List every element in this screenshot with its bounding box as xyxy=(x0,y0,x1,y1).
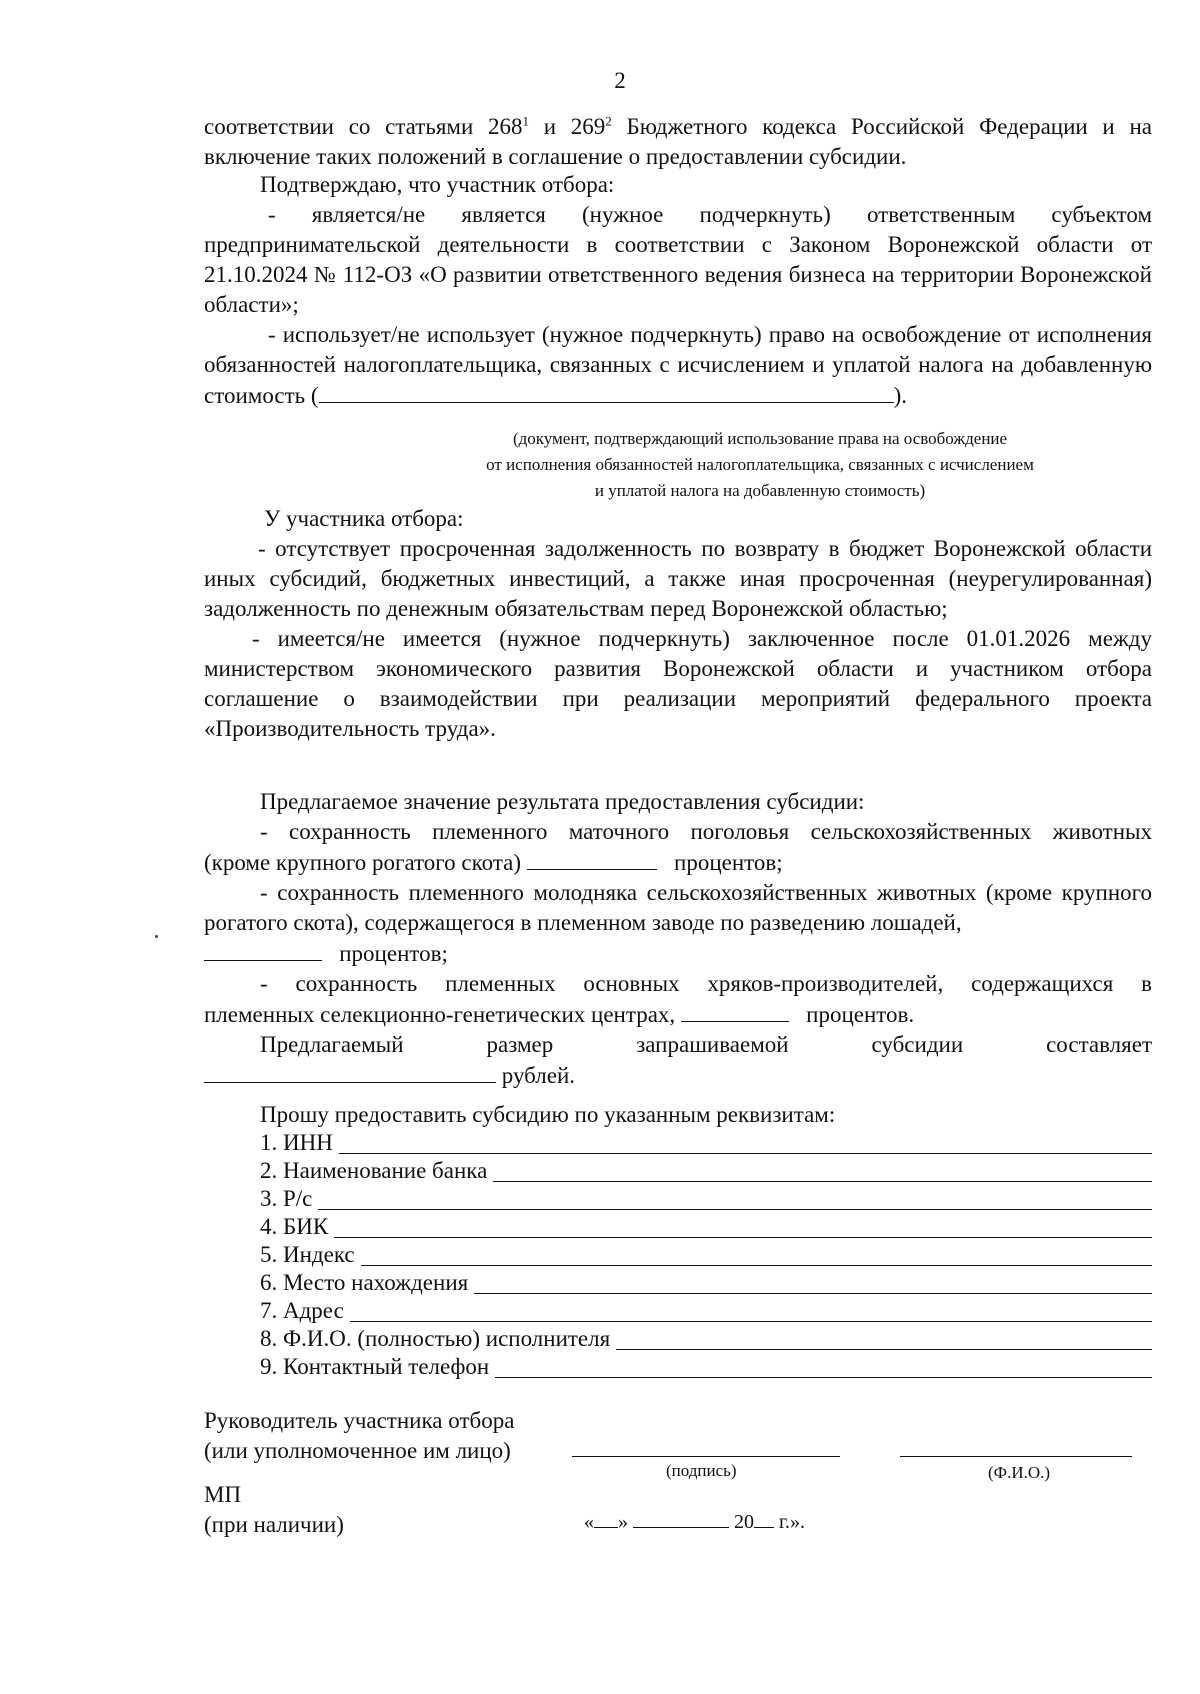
signature-field[interactable] xyxy=(572,1455,840,1457)
participant-section xyxy=(204,504,1152,744)
bik-field[interactable] xyxy=(334,1215,1152,1238)
result-item-1-line-1: - сохранность племенного маточного поголовья сельскохозяйственных животных xyxy=(260,819,1152,844)
participant-item-1: - отсутствует просроченная задолженность по возврату в бюджет Воронежской области иных субсидий, бюджетных инвестиций, а также иная просроченная (неурегулированная) задолженность по денежным обязательствам перед Воронежской областью; xyxy=(204,536,1152,621)
intro-paragraph xyxy=(204,112,1152,172)
amount-line-1: Предлагаемый размер запрашиваемой субсидии составляет xyxy=(260,1032,1152,1057)
result-item-1-line-2: (кроме крупного рогатого скота) процентов; xyxy=(204,847,1152,878)
inn-field[interactable] xyxy=(339,1131,1152,1154)
requisite-location: 6. Место нахождения xyxy=(260,1270,1152,1298)
participant-heading: У участника отбора: xyxy=(264,506,464,531)
signature-caption: (подпись) xyxy=(666,1461,737,1480)
date-day-field[interactable] xyxy=(594,1509,618,1528)
address-field[interactable] xyxy=(350,1299,1152,1322)
requisite-account: 3. Р/с xyxy=(260,1186,1152,1214)
account-field[interactable] xyxy=(318,1187,1152,1210)
requisites-heading: Прошу предоставить субсидию по указанным реквизитам: xyxy=(260,1102,836,1127)
result-item-3-line-1: - сохранность племенных основных хряков-производителей, содержащихся в xyxy=(260,971,1152,996)
index-field[interactable] xyxy=(361,1243,1152,1266)
requisite-executor: 8. Ф.И.О. (полностью) исполнителя xyxy=(260,1326,1152,1354)
signature-section xyxy=(204,1406,1152,1466)
result-item-2-line-3: процентов; xyxy=(204,938,1152,969)
intro-line-2: включение таких положений в соглашение о предоставлении субсидии. xyxy=(204,144,907,169)
stamp-note: (при наличии) xyxy=(204,1512,344,1537)
stamp-section xyxy=(204,1480,504,1540)
page-number: 2 xyxy=(614,68,626,93)
date-year-field[interactable] xyxy=(754,1509,774,1528)
breeding-stock-percent-field[interactable] xyxy=(527,847,657,870)
subsidy-amount-field[interactable] xyxy=(204,1060,496,1083)
date-line: « » 20 г.». xyxy=(584,1511,805,1533)
result-item-2: - сохранность племенного молодняка сельскохозяйственных животных (кроме крупного рогатого скота), содержащегося в племенном заводе по разведению лошадей, xyxy=(204,880,1152,935)
confirm-item-1: - является/не является (нужное подчеркнуть) ответственным субъектом предпринимательской деятельности в соответствии с Законом Воронежской области от 21.10.2024 № 112-ОЗ «О развитии ответственного ведения бизнеса на территории Воронежской области»; xyxy=(204,202,1152,317)
confirm-heading: Подтверждаю, что участник отбора: xyxy=(260,172,615,197)
head-line-1: Руководитель участника отбора xyxy=(204,1408,515,1433)
stamp-label: МП xyxy=(204,1482,242,1507)
fio-field[interactable] xyxy=(900,1455,1132,1457)
requisite-bank-name: 2. Наименование банка xyxy=(260,1158,1152,1186)
result-heading: Предлагаемое значение результата предоставления субсидии: xyxy=(260,789,865,814)
requisite-phone: 9. Контактный телефон xyxy=(260,1354,1152,1382)
participant-item-2: - имеется/не имеется (нужное подчеркнуть) заключенное после 01.01.2026 между министерством экономического развития Воронежской области и участником отбора соглашение о взаимодействии при реализации мероприятий федерального проекта «Производительность труда». xyxy=(204,626,1152,741)
young-stock-percent-field[interactable] xyxy=(204,938,322,961)
scan-speck xyxy=(155,935,158,938)
result-item-3-line-2: племенных селекционно-генетических центрах, процентов. xyxy=(204,999,1152,1030)
fio-caption: (Ф.И.О.) xyxy=(988,1463,1051,1482)
bank-name-field[interactable] xyxy=(493,1159,1152,1182)
note-line-2: от исполнения обязанностей налогоплательщика, связанных с исчислением xyxy=(486,455,1034,474)
note-line-1: (документ, подтверждающий использование права на освобождение xyxy=(512,429,1008,448)
amount-line-2: рублей. xyxy=(204,1060,1152,1091)
vat-document-note xyxy=(430,426,1090,504)
boars-percent-field[interactable] xyxy=(681,999,789,1022)
requisite-inn: 1. ИНН xyxy=(260,1130,1152,1158)
vat-document-field[interactable] xyxy=(319,380,894,403)
date-month-field[interactable] xyxy=(633,1509,729,1528)
executor-name-field[interactable] xyxy=(616,1327,1152,1350)
requisites-section xyxy=(260,1100,1152,1382)
head-line-2: (или уполномоченное им лицо) xyxy=(204,1438,511,1463)
intro-line-1: соответствии со статьями $268^1$ и $269^2$ Бюджетного кодекса Российской Федерации и на xyxy=(204,113,1152,139)
phone-field[interactable] xyxy=(495,1355,1152,1378)
requisite-address: 7. Адрес xyxy=(260,1298,1152,1326)
location-field[interactable] xyxy=(474,1271,1152,1294)
result-section xyxy=(204,787,1152,1091)
requisite-index: 5. Индекс xyxy=(260,1242,1152,1270)
requisite-bik: 4. БИК xyxy=(260,1214,1152,1242)
confirm-item-2: - использует/не использует (нужное подчеркнуть) право на освобождение от исполнения обязанностей налогоплательщика, связанных с исчислением и уплатой налога на добавленную стоимость ( ). xyxy=(204,322,1152,408)
confirm-section xyxy=(204,170,1152,411)
note-line-3: и уплатой налога на добавленную стоимость) xyxy=(594,481,926,500)
